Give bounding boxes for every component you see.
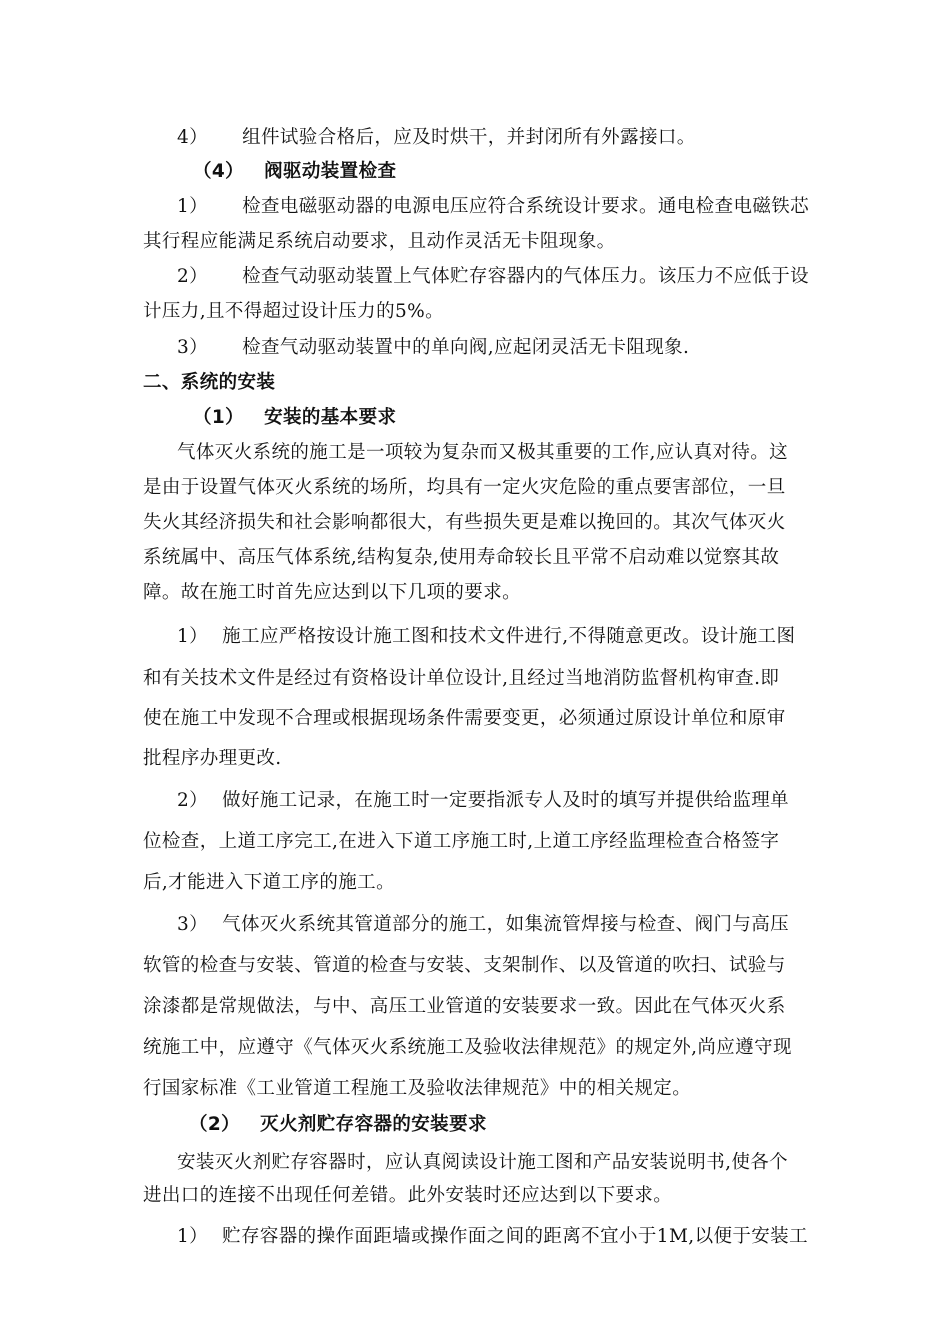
paragraph-line: 使在施工中发现不合理或根据现场条件需要变更，必须通过原设计单位和原审 <box>143 708 786 729</box>
item-text: 气体灭火系统其管道部分的施工，如集流管焊接与检查、阀门与高压 <box>222 914 790 935</box>
item-text: 检查电磁驱动器的电源电压应符合系统设计要求。通电检查电磁铁芯 <box>242 196 810 217</box>
item-number: 1） <box>177 1226 209 1247</box>
section-title: 阀驱动装置检查 <box>264 161 397 182</box>
list-item-4 <box>177 125 696 151</box>
item-number: 3） <box>177 337 209 358</box>
list-item-2 <box>177 264 809 290</box>
section-title: 灭火剂贮存容器的安装要求 <box>260 1114 487 1135</box>
paragraph-line: 位检查，上道工序完工,在进入下道工序施工时,上道工序经监理检查合格签字 <box>143 831 780 852</box>
paragraph-line: 气体灭火系统的施工是一项较为复杂而又极其重要的工作,应认真对待。这 <box>177 442 789 463</box>
paragraph-line: 批程序办理更改. <box>143 748 282 769</box>
paragraph-line: 计压力,且不得超过设计压力的5%。 <box>143 301 445 322</box>
paragraph-line: 行国家标准《工业管道工程施工及验收法律规范》中的相关规定。 <box>143 1078 692 1099</box>
item-text: 施工应严格按设计施工图和技术文件进行,不得随意更改。设计施工图 <box>222 626 796 647</box>
item-text: 组件试验合格后，应及时烘干，并封闭所有外露接口。 <box>242 127 696 148</box>
list-item-1 <box>177 1224 808 1250</box>
paragraph-line: 后,才能进入下道工序的施工。 <box>143 872 395 893</box>
list-item-2 <box>177 788 789 814</box>
paragraph-line: 障。故在施工时首先应达到以下几项的要求。 <box>143 582 522 603</box>
section-heading-container-installation <box>189 1112 487 1138</box>
paragraph-line: 进出口的连接不出现任何差错。此外安装时还应达到以下要求。 <box>143 1185 673 1206</box>
item-text: 检查气动驱动装置上气体贮存容器内的气体压力。该压力不应低于设 <box>242 266 810 287</box>
section-number: （4） <box>193 161 245 182</box>
paragraph-line: 和有关技术文件是经过有资格设计单位设计,且经过当地消防监督机构审查.即 <box>143 668 780 689</box>
item-number: 1） <box>177 196 209 217</box>
item-text: 贮存容器的操作面距墙或操作面之间的距离不宜小于1M,以便于安装工 <box>222 1226 808 1247</box>
chapter-heading: 二、系统的安装 <box>143 372 276 393</box>
item-text: 检查气动驱动装置中的单向阀,应起闭灵活无卡阻现象. <box>242 337 690 358</box>
paragraph-line: 涂漆都是常规做法，与中、高压工业管道的安装要求一致。因此在气体灭火系 <box>143 996 786 1017</box>
list-item-3 <box>177 912 789 938</box>
paragraph-line: 统施工中，应遵守《气体灭火系统施工及验收法律规范》的规定外,尚应遵守现 <box>143 1037 792 1058</box>
section-number: （1） <box>193 407 245 428</box>
item-number: 3） <box>177 914 209 935</box>
section-title: 安装的基本要求 <box>264 407 397 428</box>
item-number: 2） <box>177 266 209 287</box>
paragraph-line: 软管的检查与安装、管道的检查与安装、支架制作、以及管道的吹扫、试验与 <box>143 955 786 976</box>
list-item-1 <box>177 624 795 650</box>
paragraph-line: 失火其经济损失和社会影响都很大，有些损失更是难以挽回的。其次气体灭火 <box>143 512 786 533</box>
item-text: 做好施工记录，在施工时一定要指派专人及时的填写并提供给监理单 <box>222 790 790 811</box>
section-heading-basic-requirements <box>193 405 396 431</box>
section-number: （2） <box>189 1114 241 1135</box>
paragraph-line: 安装灭火剂贮存容器时，应认真阅读设计施工图和产品安装说明书,使各个 <box>177 1152 789 1173</box>
paragraph-line: 系统属中、高压气体系统,结构复杂,使用寿命较长且平常不启动难以觉察其故 <box>143 547 780 568</box>
item-number: 1） <box>177 626 209 647</box>
list-item-3 <box>177 335 689 361</box>
section-heading-valve-driver <box>193 159 396 185</box>
item-number: 2） <box>177 790 209 811</box>
paragraph-line: 是由于设置气体灭火系统的场所，均具有一定火灾危险的重点要害部位，一旦 <box>143 477 786 498</box>
item-number: 4） <box>177 127 209 148</box>
list-item-1 <box>177 194 809 220</box>
paragraph-line: 其行程应能满足系统启动要求，且动作灵活无卡阻现象。 <box>143 231 616 252</box>
